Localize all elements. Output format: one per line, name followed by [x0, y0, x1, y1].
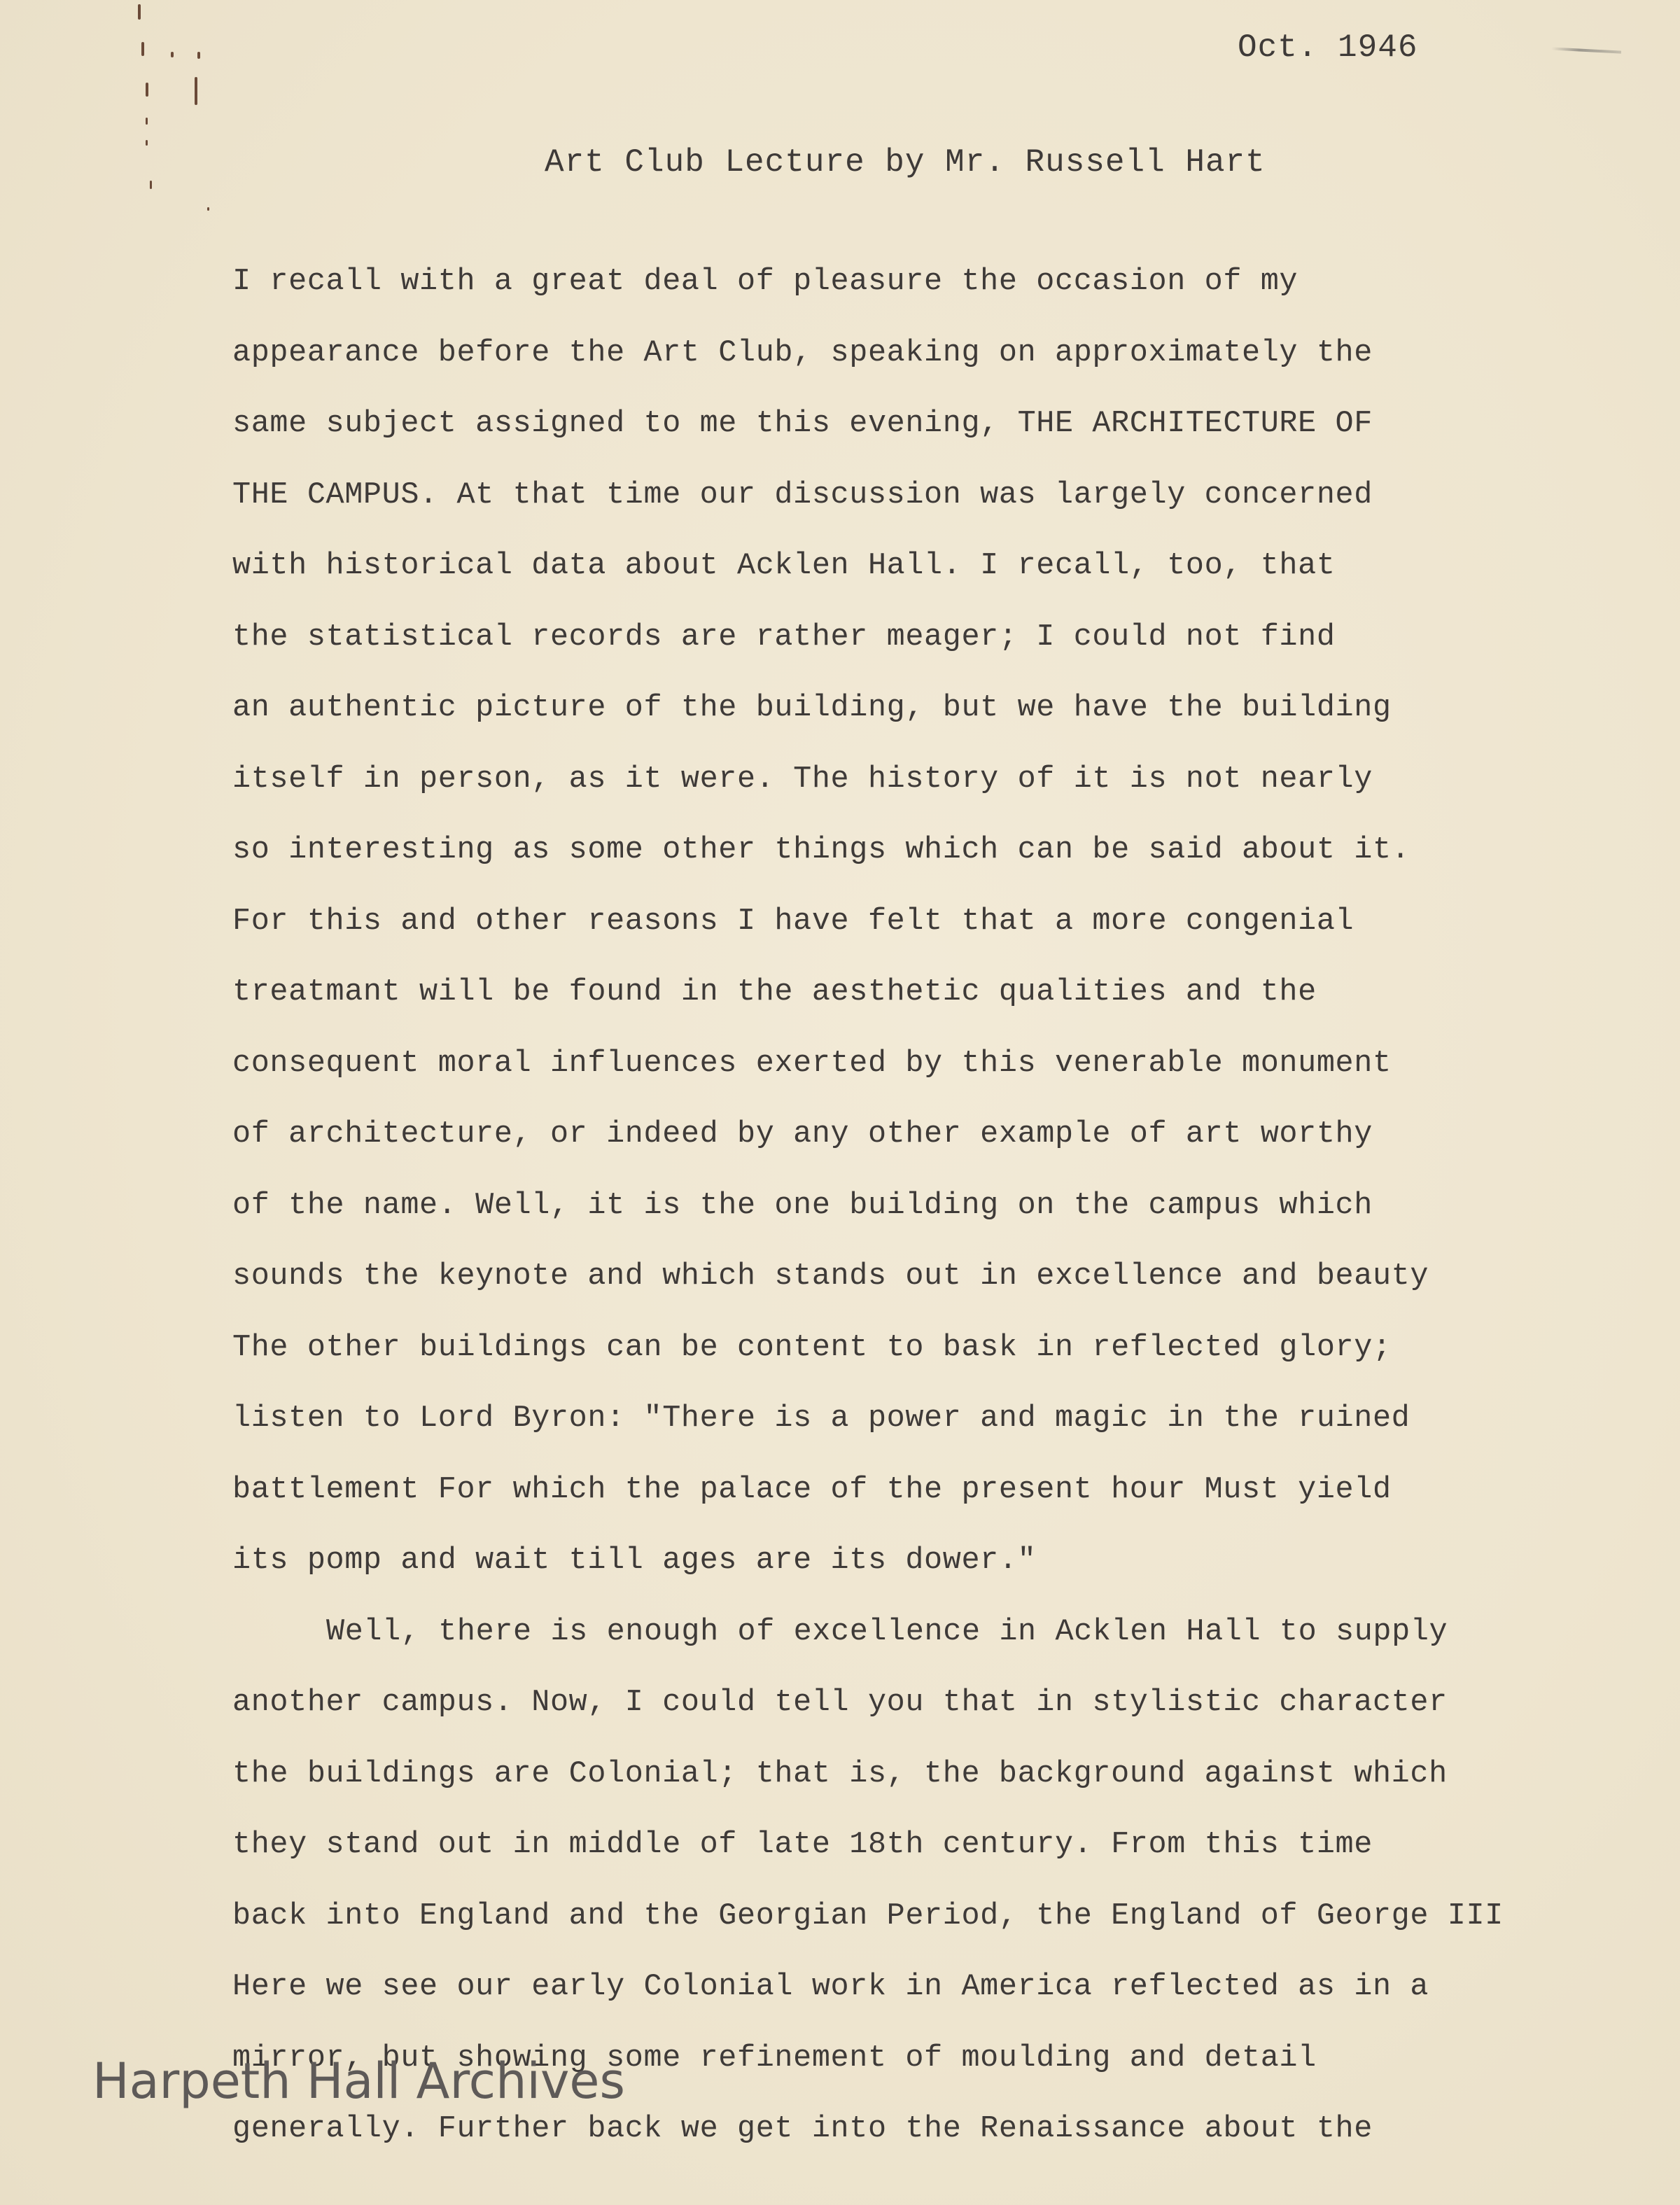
text-line: itself in person, as it were. The history of it is not nearly	[232, 762, 1373, 797]
paper-speck	[146, 140, 148, 146]
text-line: treatmant will be found in the aesthetic qualities and the	[232, 975, 1317, 1009]
paper-speck	[141, 42, 144, 56]
paper-speck	[138, 4, 141, 20]
text-line: back into England and the Georgian Period, the England of George III	[232, 1898, 1504, 1933]
paper-speck	[197, 52, 200, 59]
text-line: another campus. Now, I could tell you that in stylistic character	[232, 1686, 1448, 1720]
document-title: Art Club Lecture by Mr. Russell Hart	[545, 144, 1266, 181]
text-line: battlement For which the palace of the present hour Must yield	[232, 1472, 1392, 1507]
document-date: Oct. 1946	[1238, 29, 1418, 66]
text-line: they stand out in middle of late 18th century. From this time	[232, 1828, 1373, 1862]
text-line: its pomp and wait till ages are its dower."	[232, 1544, 1037, 1578]
paper-speck	[207, 207, 209, 211]
paper-speck	[146, 118, 148, 125]
text-line: appearance before the Art Club, speaking on approximately the	[232, 335, 1373, 370]
text-line: listen to Lord Byron: "There is a power and magic in the ruined	[232, 1401, 1410, 1436]
text-line: I recall with a great deal of pleasure the occasion of my	[232, 265, 1298, 299]
text-line: The other buildings can be content to bask in reflected glory;	[232, 1330, 1392, 1365]
text-line: the statistical records are rather meager; I could not find	[232, 620, 1336, 654]
text-line: consequent moral influences exerted by this venerable monument	[232, 1046, 1392, 1081]
text-line: an authentic picture of the building, but we have the building	[232, 691, 1392, 725]
paper-speck	[146, 83, 148, 97]
text-line: generally. Further back we get into the Renaissance about the	[232, 2112, 1373, 2146]
pencil-mark	[1551, 47, 1621, 53]
text-line: sounds the keynote and which stands out in excellence and beauty	[232, 1259, 1429, 1294]
text-line: the buildings are Colonial; that is, the background against which	[232, 1756, 1448, 1791]
archive-watermark: Harpeth Hall Archives	[92, 2052, 625, 2110]
paper-speck	[150, 181, 152, 189]
text-line: same subject assigned to me this evening, THE ARCHITECTURE OF	[232, 407, 1373, 441]
text-line: of architecture, or indeed by any other example of art worthy	[232, 1117, 1373, 1152]
text-line: Here we see our early Colonial work in America reflected as in a	[232, 1970, 1429, 2004]
text-line: mirror, but showing some refinement of moulding and detail	[232, 2040, 1317, 2076]
text-line: so interesting as some other things which can be said about it.	[232, 833, 1410, 867]
text-line: For this and other reasons I have felt that a more congenial	[232, 904, 1354, 939]
paper-speck	[171, 52, 174, 57]
paper-speck	[195, 77, 197, 105]
typed-body	[232, 246, 1660, 2165]
text-line: of the name. Well, it is the one building on the campus which	[232, 1188, 1373, 1223]
text-line: with historical data about Acklen Hall. I recall, too, that	[232, 549, 1336, 583]
text-line: THE CAMPUS. At that time our discussion was largely concerned	[232, 477, 1373, 512]
text-line: Well, there is enough of excellence in Acklen Hall to supply	[326, 1614, 1448, 1649]
